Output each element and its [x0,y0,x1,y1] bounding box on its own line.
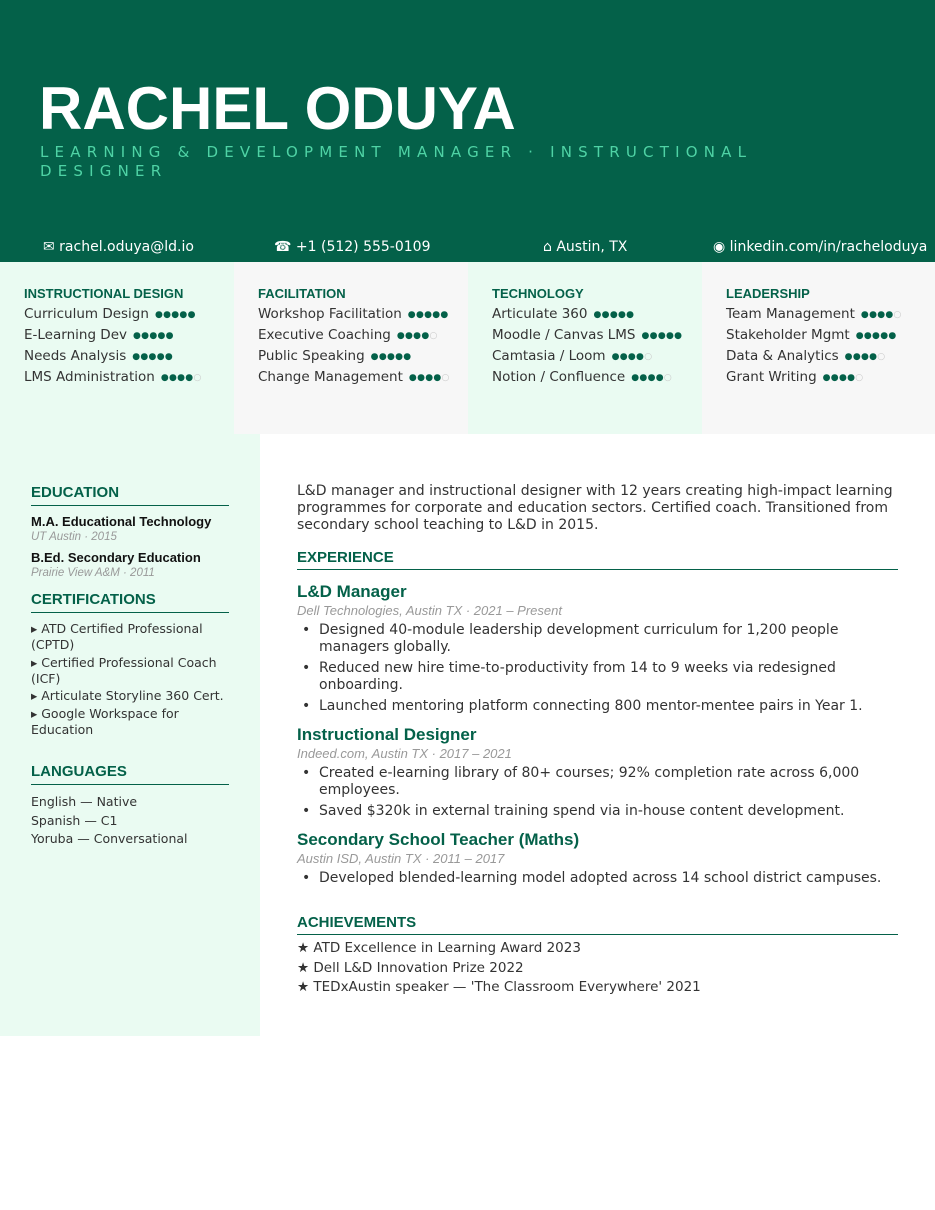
job-meta: Austin ISD, Austin TX · 2011 – 2017 [297,851,505,866]
contact-linkedin[interactable]: ◉ linkedin.com/in/racheloduya [713,239,928,255]
skill-name: Camtasia / Loom [492,348,606,364]
skill-item [726,326,935,346]
skill-item [492,347,702,367]
job-meta: Dell Technologies, Austin TX · 2021 – Present [297,603,562,618]
skill-level-dots: ●●●●● [154,310,196,320]
job-title: Instructional Designer [297,725,477,744]
skill-level-dots: ●●●●○ [408,373,450,383]
skill-level-dots: ●●●●○ [160,373,202,383]
skill-name: Articulate 360 [492,306,588,322]
skill-name: Moodle / Canvas LMS [492,327,636,343]
job-bullet: • Launched mentoring platform connecting 800 mentor-mentee pairs in Year 1. [297,698,898,715]
skill-name: E-Learning Dev [24,327,127,343]
skill-name: Executive Coaching [258,327,391,343]
job-entry [297,830,898,887]
skill-column-instructional-design [0,262,234,434]
skill-name: Team Management [726,306,855,322]
skill-name: Change Management [258,369,403,385]
skill-column-leadership [702,262,935,434]
education-degree: M.A. Educational Technology [31,514,212,529]
achievements-section [297,914,898,998]
education-detail: UT Austin · 2015 [31,531,117,543]
job-bullet: • Designed 40-module leadership development curriculum for 1,200 people managers globally. [297,622,898,656]
skill-name: Public Speaking [258,348,365,364]
education-degree: B.Ed. Secondary Education [31,550,201,565]
skill-item [492,326,702,346]
sidebar [0,434,260,1036]
skill-name: Needs Analysis [24,348,127,364]
skill-level-dots: ●●●●○ [611,352,653,362]
job-bullet: • Developed blended-learning model adopted across 14 school district campuses. [297,870,898,887]
achievement-item: ★ TEDxAustin speaker — 'The Classroom Everywhere' 2021 [297,979,701,995]
language-item: English — Native [31,794,138,809]
skill-level-dots: ●●●●○ [631,373,673,383]
job-title: L&D Manager [297,582,407,601]
profile-summary: L&D manager and instructional designer with 12 years creating high-impact learning programmes for corporate and education sectors. Certified coach. Transitioned from secondary school teaching to L&D in 2015. [297,483,893,533]
contact-phone[interactable]: ☎ +1 (512) 555-0109 [274,239,431,255]
skill-level-dots: ●●●●● [593,310,635,320]
skill-name: Notion / Confluence [492,369,626,385]
skill-column-title: LEADERSHIP [726,286,810,301]
languages-section [31,763,229,849]
achievement-item: ★ Dell L&D Innovation Prize 2022 [297,959,524,976]
skill-item [258,305,468,325]
skill-item [726,305,935,325]
education-heading: EDUCATION [31,484,229,506]
contact-location: ⌂ Austin, TX [543,239,628,255]
certifications-section [31,591,229,739]
skill-column-facilitation [234,262,468,434]
skill-item [492,305,702,325]
job-bullet: • Reduced new hire time-to-productivity from 14 to 9 weeks via redesigned onboarding. [297,660,898,694]
skill-name: Data & Analytics [726,348,839,364]
skill-level-dots: ●●●●● [407,310,449,320]
languages-heading: LANGUAGES [31,763,229,785]
skill-item [258,347,468,367]
skill-column-title: FACILITATION [258,286,346,301]
skills-band [0,262,935,434]
job-bullet: • Saved $320k in external training spend via in-house content development. [297,803,898,820]
education-section [31,484,229,586]
skill-name: Grant Writing [726,369,817,385]
certifications-heading: CERTIFICATIONS [31,591,229,613]
resume-header [0,0,935,262]
skill-item [258,368,468,388]
contact-email[interactable]: ✉ rachel.oduya@ld.io [43,239,194,255]
skill-column-technology [468,262,702,434]
job-meta: Indeed.com, Austin TX · 2017 – 2021 [297,746,512,761]
certification-item: ▸ Articulate Storyline 360 Cert. [31,688,224,703]
skill-name: LMS Administration [24,369,155,385]
skill-item [726,347,935,367]
experience-heading: EXPERIENCE [297,549,898,570]
certification-item: ▸ Certified Professional Coach (ICF) [31,654,217,686]
certification-item: ▸ Google Workspace for Education [31,705,179,737]
skill-item [24,326,234,346]
skill-item [24,368,234,388]
skill-level-dots: ●●●●● [641,331,683,341]
skill-level-dots: ●●●●○ [844,352,886,362]
skill-item [726,368,935,388]
skill-level-dots: ●●●●● [132,352,174,362]
skill-column-title: TECHNOLOGY [492,286,584,301]
candidate-subtitle: LEARNING & DEVELOPMENT MANAGER · INSTRUCTIONAL DESIGNER [40,143,753,180]
summary-section [297,483,898,534]
skill-item [24,305,234,325]
skill-level-dots: ●●●●● [855,331,897,341]
job-bullet: • Created e-learning library of 80+ courses; 92% completion rate across 6,000 employees. [297,765,898,799]
job-title: Secondary School Teacher (Maths) [297,830,580,849]
skill-item [492,368,702,388]
skill-item [258,326,468,346]
candidate-name: RACHEL ODUYA [39,75,516,142]
skill-level-dots: ●●●●● [133,331,174,341]
skill-level-dots: ●●●●○ [822,373,864,383]
experience-section [297,549,898,891]
skill-name: Workshop Facilitation [258,306,402,322]
skill-name: Stakeholder Mgmt [726,327,850,343]
skill-item [24,347,234,367]
language-item: Spanish — C1 [31,812,118,828]
achievement-item: ★ ATD Excellence in Learning Award 2023 [297,940,581,956]
skill-level-dots: ●●●●● [370,352,412,362]
job-entry [297,725,898,820]
certification-item: ▸ ATD Certified Professional (CPTD) [31,621,203,652]
skill-name: Curriculum Design [24,306,149,322]
achievements-heading: ACHIEVEMENTS [297,914,898,935]
education-detail: Prairie View A&M · 2011 [31,567,155,579]
skill-level-dots: ●●●●○ [396,331,438,341]
language-item: Yoruba — Conversational [31,831,188,846]
job-entry [297,582,898,715]
skill-column-title: INSTRUCTIONAL DESIGN [24,286,184,301]
skill-level-dots: ●●●●○ [860,310,902,320]
